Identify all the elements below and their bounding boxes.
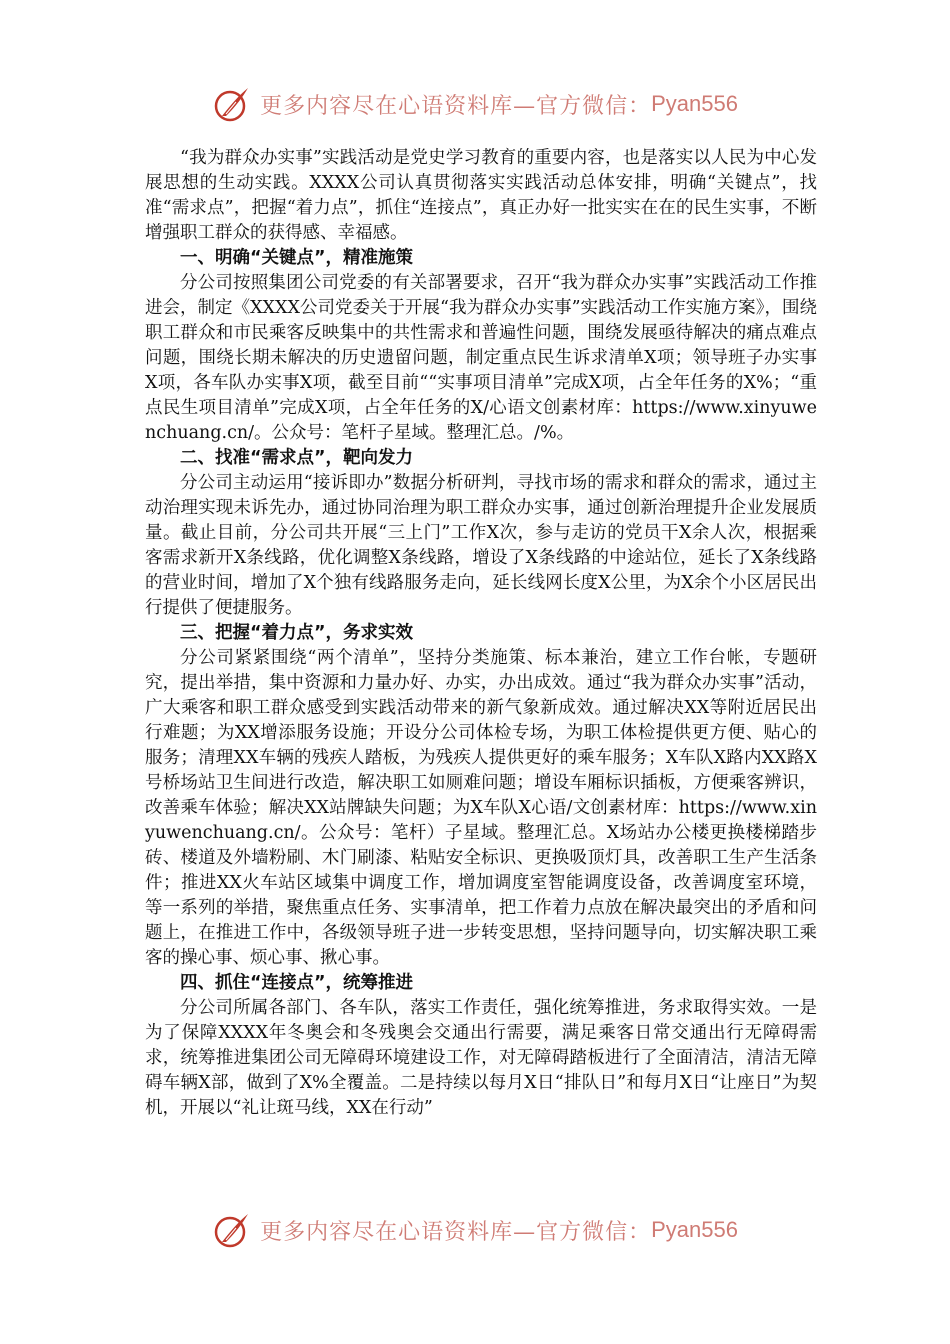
intro-paragraph: “我为群众办实事”实践活动是党史学习教育的重要内容，也是落实以人民为中心发展思想的生动实践。XXXX公司认真贯彻落实实践活动总体安排，明确“关键点”，找准“需求点”，把握“着力点”，抓住“连接点”，真正办好一批实实在在的民生实事，不断增强职工群众的获得感、幸福感。 bbox=[145, 148, 817, 243]
section-3-heading: 三、把握“着力点”，务求实效 bbox=[180, 623, 414, 643]
banner-text: 更多内容尽在心语资料库—官方微信： bbox=[260, 93, 652, 119]
banner-wechat-handle: Pyan556 bbox=[651, 1217, 738, 1242]
section-3-body: 分公司紧紧围绕“两个清单”，坚持分类施策、标本兼治，建立工作台帐，专题研究，提出举措，集中资源和力量办好、办实，办出成效。通过“我为群众办实事”活动，广大乘客和职工群众感受到实践活动带来的新气象新成效。通过解决XX等附近居民出行难题；为XX增添服务设施；开设分公司体检专场，为职工体检提供更方便、贴心的服务；清理XX车辆的残疾人踏板，为残疾人提供更好的乘车服务；X车队X路内XX路X号桥场站卫生间进行改造，解决职工如厕难问题；增设车厢标识插板，方便乘客辨识，改善乘车体验；解决XX站牌缺失问题；为X车队X心语/文创素材库：https://www.xinyuwenchuang.cn/。公众号：笔杆）子星域。整理汇总。X场站办公楼更换楼梯踏步砖、楼道及外墙粉刷、木门刷漆、粘贴安全标识、更换吸顶灯具，改善职工生产生活条件；推进XX火车站区域集中调度工作，增加调度室智能调度设备，改善调度室环境，等一系列的举措，聚焦重点任务、实事清单，把工作着力点放在解决最突出的矛盾和问题上，在推进工作中，各级领导班子进一步转变思想，坚持问题导向，切实解决职工乘客的操心事、烦心事、揪心事。 bbox=[145, 648, 817, 968]
section-4-heading: 四、抓住“连接点”，统筹推进 bbox=[180, 973, 414, 993]
footer-banner bbox=[0, 1208, 950, 1252]
banner-text: 更多内容尽在心语资料库—官方微信： bbox=[260, 1219, 652, 1245]
document-body bbox=[145, 146, 817, 1121]
section-2-heading: 二、找准“需求点”，靶向发力 bbox=[180, 448, 414, 468]
header-banner bbox=[0, 82, 950, 126]
quill-pen-logo-icon bbox=[212, 1210, 252, 1250]
section-2-body: 分公司主动运用“接诉即办”数据分析研判，寻找市场的需求和群众的需求，通过主动治理实现未诉先办，通过协同治理为职工群众办实事，通过创新治理提升企业发展质量。截止目前，分公司共开展“三上门”工作X次，参与走访的党员干X余人次，根据乘客需求新开X条线路，优化调整X条线路，增设了X条线路的中途站位，延长了X条线路的营业时间，增加了X个独有线路服务走向，延长线网长度X公里，为X余个小区居民出行提供了便捷服务。 bbox=[145, 473, 817, 618]
section-4-body: 分公司所属各部门、各车队，落实工作责任，强化统筹推进，务求取得实效。一是为了保障XXXX年冬奥会和冬残奥会交通出行需要，满足乘客日常交通出行无障碍需求，统筹推进集团公司无障碍环境建设工作，对无障碍踏板进行了全面清洁，清洁无障碍车辆X部，做到了X%全覆盖。二是持续以每月X日“排队日”和每月X日“让座日”为契机，开展以“礼让斑马线，XX在行动” bbox=[145, 998, 817, 1118]
section-1-heading: 一、明确“关键点”，精准施策 bbox=[180, 248, 414, 268]
banner-wechat-handle: Pyan556 bbox=[651, 91, 738, 116]
quill-pen-logo-icon bbox=[212, 84, 252, 124]
section-1-body: 分公司按照集团公司党委的有关部署要求，召开“我为群众办实事”实践活动工作推进会，制定《XXXX公司党委关于开展“我为群众办实事”实践活动工作实施方案》，围绕职工群众和市民乘客反映集中的共性需求和普遍性问题，围绕发展亟待解决的痛点难点问题，围绕长期未解决的历史遗留问题，制定重点民生诉求清单X项；领导班子办实事X项，各车队办实事X项，截至目前““实事项目清单”完成X项，占全年任务的X%；“重点民生项目清单”完成X项，占全年任务的X/心语文创素材库：https://www.xinyuwenchuang.cn/。公众号：笔杆子星域。整理汇总。/%。 bbox=[145, 273, 817, 443]
